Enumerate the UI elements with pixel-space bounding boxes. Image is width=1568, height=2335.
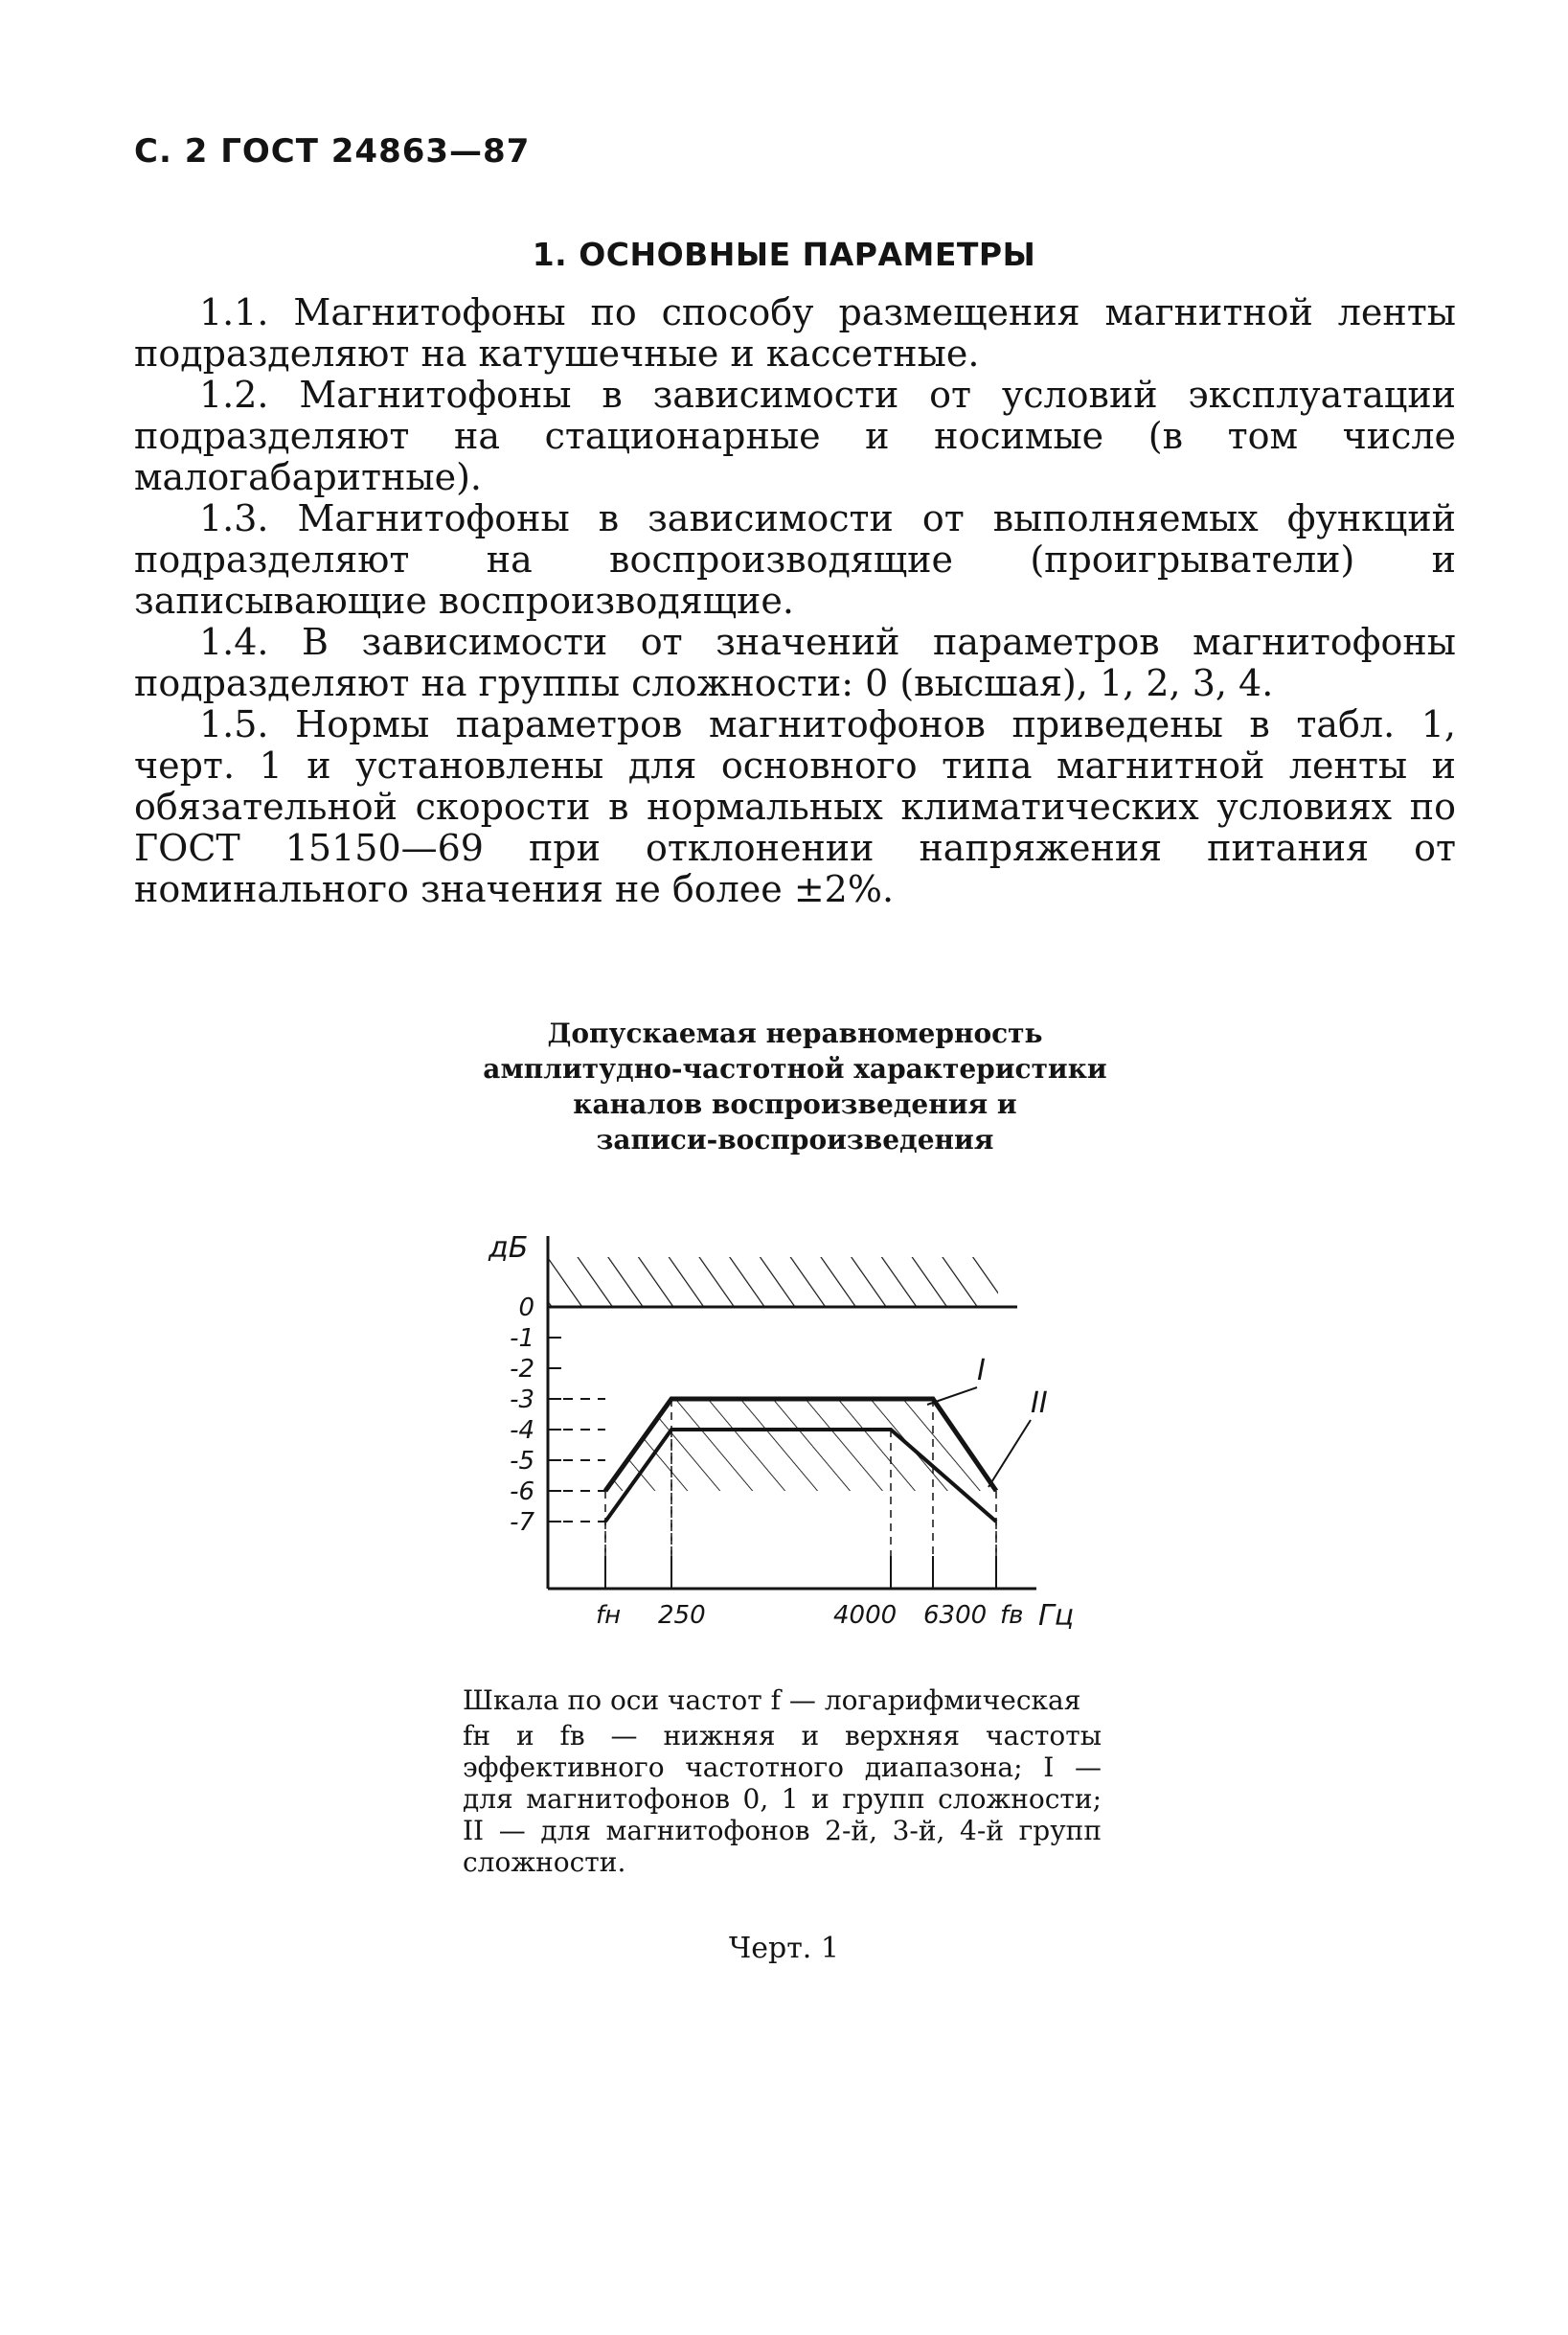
figure-title-line: записи-воспроизведения bbox=[596, 1124, 994, 1156]
frequency-response-chart bbox=[441, 1236, 1130, 1638]
caption-legend-note: fн и fв — нижняя и верхняя частоты эффективного частотного диапазона; I — для магнитофонов 0, 1 и групп сложности; II — для магнитофонов 2-й, 3-й, 4-й групп сложности. bbox=[463, 1720, 1102, 1878]
x-tick-label: 250 bbox=[658, 1601, 706, 1630]
x-axis-unit: Гц bbox=[1038, 1599, 1075, 1633]
y-axis-label: дБ bbox=[489, 1236, 529, 1265]
paragraph-1-2: 1.2. Магнитофоны в зависимости от условий эксплуатации подразделяют на стационарные и носимые (в том числе малогабаритные). bbox=[134, 374, 1456, 498]
figure-title-line: каналов воспроизведения и bbox=[573, 1088, 1017, 1120]
y-tick-label: 0 bbox=[518, 1293, 534, 1322]
paragraph-1-1: 1.1. Магнитофоны по способу размещения магнитной ленты подразделяют на катушечные и кассетные. bbox=[134, 291, 1456, 375]
chart-root bbox=[488, 1236, 1074, 1633]
paragraph-1-4: 1.4. В зависимости от значений параметров магнитофоны подразделяют на группы сложности: 0 (высшая), 1, 2, 3, 4. bbox=[134, 621, 1456, 704]
page-header: С. 2 ГОСТ 24863—87 bbox=[134, 132, 531, 171]
y-tick-label: -2 bbox=[510, 1355, 534, 1384]
paragraph-1-3: 1.3. Магнитофоны в зависимости от выполняемых функций подразделяют на воспроизводящие (проигрыватели) и записывающие воспроизводящие. bbox=[134, 497, 1456, 622]
paragraph-1-5: 1.5. Нормы параметров магнитофонов приведены в табл. 1, черт. 1 и установлены для основного типа магнитной ленты и обязательной скорости в нормальных климатических условиях по ГОСТ 15150—69 при отклонении напряжения питания от номинального значения не более ±2%. bbox=[134, 703, 1456, 910]
y-tick-label: -7 bbox=[510, 1508, 534, 1537]
y-tick-label: -4 bbox=[510, 1416, 534, 1445]
figure-title bbox=[316, 1016, 1274, 1157]
x-tick-label: fн bbox=[596, 1601, 622, 1630]
section-title: 1. ОСНОВНЫЕ ПАРАМЕТРЫ bbox=[532, 236, 1036, 273]
caption-scale-note: Шкала по оси частот f — логарифмическая bbox=[463, 1684, 1081, 1716]
paragraphs-block bbox=[134, 292, 1456, 910]
figure-title-line: амплитудно-частотной характеристики bbox=[483, 1053, 1107, 1085]
hatch-above-zero bbox=[548, 1257, 998, 1307]
figure-title-line: Допускаемая неравномерность bbox=[547, 1018, 1043, 1049]
series-I-leader bbox=[927, 1387, 977, 1405]
y-tick-label: -5 bbox=[510, 1447, 534, 1476]
figure-caption bbox=[463, 1684, 1102, 1882]
y-tick-label: -1 bbox=[510, 1324, 534, 1353]
x-tick-label: 6300 bbox=[923, 1601, 988, 1630]
series-II-label: II bbox=[1031, 1386, 1048, 1420]
series-II-leader bbox=[989, 1420, 1031, 1487]
figure-label: Черт. 1 bbox=[729, 1932, 839, 1965]
x-tick-label: 4000 bbox=[833, 1601, 898, 1630]
x-tick-label: fв bbox=[1000, 1601, 1024, 1630]
y-tick-label: -6 bbox=[510, 1477, 534, 1506]
y-tick-label: -3 bbox=[510, 1385, 534, 1414]
series-I-label: I bbox=[977, 1354, 986, 1387]
